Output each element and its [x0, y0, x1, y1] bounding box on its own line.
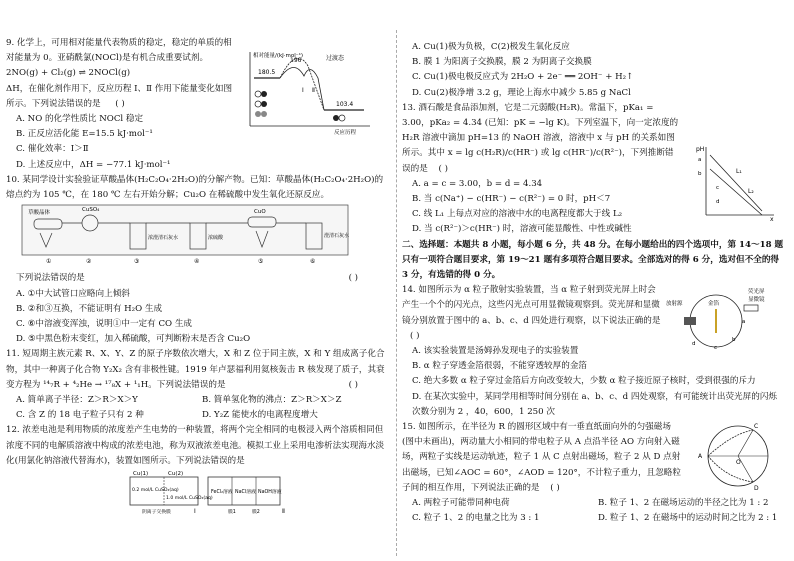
- q12-s1: 0.2 mol/L CuSO₄(aq): [132, 488, 179, 494]
- q14-pt-b: b: [732, 337, 736, 344]
- q9-equation: 2NO(g) + Cl₂(g) ⇌ 2NOCl(g): [6, 68, 131, 79]
- question-9: [6, 36, 388, 173]
- q15-pt-D: D: [754, 485, 759, 493]
- q9-v2: 196: [290, 57, 302, 64]
- q10-stem: 下列说法错误的是 ( ): [16, 273, 358, 284]
- q10-label-1: 草酸晶体: [28, 210, 51, 217]
- q13-pt-b: b: [698, 170, 702, 177]
- q10-option-c: C. ⑥中溶液变浑浊，说明①中一定有 CO 生成: [16, 319, 193, 330]
- question-15: [402, 420, 784, 526]
- q10-text: 10. 某同学设计实验验证草酸晶体(H₂C₂O₄·2H₂O)的分解产物。已知：草酸晶体(H₂C₂O₄·2H₂O)的熔点约为 105 ℃，在 180 ℃ 左右开始分解；Cu₂O 在稀硫酸中发生氧化还原反应。: [6, 174, 384, 201]
- q13-L1-label: L₁: [736, 167, 742, 175]
- q12-s5: NaOH溶液: [258, 490, 282, 496]
- right-column: [402, 40, 784, 527]
- q13-option-d: D. 当 c(R²⁻)＞c(HR⁻) 时，溶液可能显酸性、中性或碱性: [412, 224, 632, 235]
- q14-foil: 金箔: [708, 301, 720, 308]
- q15-option-b: B. 粒子 1、2 在磁场运动的半径之比为 1 : 2: [598, 498, 769, 509]
- q9-xlabel: 反应历程: [334, 130, 357, 136]
- q9-molecule-icon: [255, 91, 261, 97]
- q14-microscope-icon: [744, 305, 758, 311]
- q10-apparatus-diagram: [20, 203, 350, 265]
- q9-r2: Ⅱ: [312, 87, 315, 94]
- q10-option-a: A. ①中大试管口应略向上倾斜: [16, 288, 130, 299]
- q10-num-5: ⑤: [258, 258, 264, 266]
- q9-molecule-icon: [261, 111, 267, 117]
- q13-option-a: A. a = c = 3.00，b = d = 4.34: [412, 178, 543, 189]
- q9-option-b: B. 正反应活化能 E=15.5 kJ·mol⁻¹: [16, 129, 153, 140]
- q9-ts: 过渡态: [326, 55, 345, 62]
- q10-option-b: B. ②和③互换，不能证明有 H₂O 生成: [16, 303, 163, 314]
- q13-L2-label: L₂: [748, 187, 754, 195]
- q12-s3: FeCl₂溶液: [211, 490, 233, 496]
- q13-line-L2: [710, 169, 762, 215]
- q9-molecule-icon: [261, 101, 267, 107]
- q15-options-row-1: [412, 496, 784, 511]
- q15-option-c: C. 粒子 1、2 的电量之比为 3 : 1: [412, 513, 540, 524]
- q12-text: 12. 浓差电池是利用物质的浓度差产生电势的一种装置，将两个完全相同的电极浸入两个溶质相同但浓度不同的电解质溶液中构成的浓差电池，称为双液浓差电池。模拟工业上采用电渗析法实现海水淡化(用氯化钠溶液代替海水)，装置如图所示。下列说法错误的是: [6, 425, 385, 466]
- q14-src: 放射源: [666, 301, 683, 308]
- q14-text: 14. 如图所示为 α 粒子散射实验装置，当 α 粒子射到荧光屏上时会产生一个个的闪光点，这些闪光点可用显微镜观察到。荧光屏和显微镜分别放置于图中的 a、b、c、d 四处进行观察，以下说法正确的是 ( ): [402, 285, 661, 341]
- q15-track-2: [708, 456, 753, 482]
- q15-pt-A: A: [698, 453, 703, 461]
- q9-molecule-icon: [261, 91, 267, 97]
- q14-scattering-diagram: [664, 283, 780, 353]
- q9-r1: Ⅰ: [302, 87, 304, 94]
- question-12: [6, 423, 388, 521]
- q9-molecule-icon: [333, 115, 339, 121]
- q13-pt-a: a: [698, 156, 702, 163]
- q14-pt-c: c: [714, 345, 718, 352]
- q10-label-4: 浓硫酸: [208, 235, 224, 242]
- q15-track-1: [708, 430, 753, 456]
- q12-s2: 1.0 mol/L CuSO₄(aq): [166, 496, 213, 502]
- q13-option-c: C. 线 L₁ 上每点对应的溶液中水的电离程度都大于线 L₂: [412, 209, 623, 220]
- q10-option-d: D. ⑤中黑色粉末变红，加入稀硫酸，可判断粉末是否含 Cu₂O: [16, 334, 251, 345]
- q11-options-row-2: [16, 408, 388, 423]
- q14-option-a: A. 该实验装置是汤姆孙发现电子的实验装置: [412, 346, 579, 357]
- q11-text: 11. 短周期主族元素 R、X、Y、Z 的原子序数依次增大，X 和 Z 位于同主族，X 和 Y 组成离子化合物，其中一种离子化合物 Y₂X₂ 含有非极性键。1919 年卢瑟福利用氦核轰击 R 核发现了质子，其衰变方程为 ¹⁴₇R + ⁴₂He → ¹⁷₈X + ¹₁H。下列说法错误的是 ( ): [6, 349, 385, 390]
- q9-text1: 9. 化学上，可用相对能量代表物质的稳定，稳定的单质的相对能量为 0。亚硝酰氯(NOCl)是有机合成重要试剂。: [6, 38, 232, 64]
- q11-option-c: C. 含 Z 的 18 电子粒子只有 2 种: [16, 410, 144, 421]
- q14-pt-a: a: [742, 319, 746, 326]
- q10-num-1: ①: [46, 258, 52, 266]
- q12-l1: Ⅰ: [194, 508, 196, 516]
- q13-ylabel: pH: [696, 145, 705, 153]
- q9-path-2: [280, 58, 324, 110]
- q12-option-c: C. Cu(1)极电极反应式为 2H₂O + 2e⁻ ══ 2OH⁻ + H₂↑: [412, 72, 634, 83]
- q15-pt-C: C: [754, 423, 759, 431]
- q11-options-row-1: [16, 393, 388, 408]
- q15-text: 15. 如图所示，在半径为 R 的圆形区域中有一垂直纸面向外的匀强磁场(图中未画出)，两动量大小相同的带电粒子从 A 点沿半径 AO 方向射入磁场，两粒子实线是运动轨迹，粒子 1 从 C 点射出磁场，粒子 2 从 D 点射出磁场，已知∠AOC = 60°，∠AOD = 120°，不计粒子重力，且忽略粒子间的相互作用，下列说法正确的是 ( ): [402, 422, 681, 493]
- q12-c2: Cu(2): [168, 471, 184, 478]
- q12-option-a: A. Cu(1)极为负极，C(2)极发生氧化反应: [412, 42, 570, 52]
- q11-option-b: B. 简单氢化物的沸点：Z＞R＞X＞Z: [202, 395, 342, 406]
- q12-m1: 膜1: [228, 510, 236, 516]
- q14-pt-d: d: [692, 341, 696, 348]
- q13-xlabel: x: [770, 215, 774, 223]
- q15-options-row-2: [412, 511, 784, 526]
- q14-option-c: C. 绝大多数 α 粒子穿过金箔后方向改变较大，少数 α 粒子接近原子核时，受到很强的斥力: [412, 376, 756, 387]
- q13-ph-graph: [692, 141, 778, 221]
- q10-label-5: CuO: [254, 209, 266, 216]
- q15-field-diagram: [692, 420, 782, 492]
- q9-option-c: C. 催化效率：Ⅰ＞Ⅱ: [16, 144, 89, 155]
- q13-option-b: B. 当 c(Na⁺) − c(HR⁻) − c(R²⁻) = 0 时，pH＜7: [412, 194, 611, 205]
- q15-pt-O: O: [736, 459, 741, 467]
- q12-mem: 阴离子交换膜: [142, 510, 171, 516]
- q10-label-2: CuSO₄: [82, 207, 100, 214]
- q10-diagram-frame: [22, 205, 348, 255]
- q14-screen: 荧光屏: [748, 289, 765, 296]
- q14-option-d: D. 在某次实验中，某同学用相等时间分别在 a、b、c、d 四处观察，有可能统计出荧光屏的闪烁次数分别为 2 ，40，600，1 250 次: [412, 391, 778, 417]
- q9-ylabel: 相对能量/(kJ·mol⁻¹): [253, 53, 304, 59]
- q11-option-d: D. Y₂Z 能使水的电离程度增大: [202, 410, 318, 421]
- q12-c1: Cu(1): [133, 471, 149, 478]
- q14-scope: 显微镜: [748, 297, 765, 304]
- q12-cell-diagram: [128, 469, 328, 515]
- q15-option-a: A. 两粒子可能带同种电荷: [412, 498, 510, 509]
- q10-num-6: ⑥: [310, 258, 316, 266]
- column-divider: [396, 30, 397, 556]
- question-13: [402, 101, 784, 238]
- q9-molecule-icon: [339, 115, 345, 121]
- q12-l2: Ⅱ: [282, 508, 285, 516]
- q12-m2: 膜2: [252, 510, 260, 516]
- q13-pt-c: c: [716, 184, 720, 191]
- q10-num-4: ④: [194, 258, 200, 266]
- q12-option-b: B. 膜 1 为阳离子交换膜，膜 2 为阴离子交换膜: [412, 57, 592, 68]
- q11-option-a: A. 简单离子半径：Z＞R＞X＞Y: [16, 395, 138, 406]
- q9-energy-diagram: [244, 48, 374, 136]
- question-14: [402, 283, 784, 420]
- q15-option-d: D. 粒子 1、2 在磁场中的运动时间之比为 2 : 1: [598, 513, 778, 524]
- q13-text: 13. 酒石酸是食品添加剂，它是二元弱酸(H₂R)。常温下，pKa₁ = 3.00，pKa₂ = 4.34 (已知：pK = −lg K)。下列室温下，向一定浓度的 H₂R 溶液中滴加 pH=13 的 NaOH 溶液，溶液中 x 与 pH 的关系如图所示。其中 x = lg c(H₂R)/c(HR⁻) 或 lg c(HR⁻)/c(R²⁻)，下列推断错误的是 ( ): [402, 102, 679, 174]
- q10-num-2: ②: [86, 258, 92, 266]
- part-2-instructions: 二、选择题：本题共 8 小题，每小题 6 分，共 48 分。在每小题给出的四个选项中，第 14～18 题只有一项符合题目要求，第 19～21 题有多项符合题目要求。全部选对的得 6 分，选对但不全的得 3 分，有选错的得 0 分。: [402, 239, 784, 281]
- q9-option-d: D. 上述反应中，ΔH = −77.1 kJ·mol⁻¹: [16, 159, 171, 170]
- question-10: [6, 173, 388, 348]
- q9-option-a: A. NO 的化学性质比 NOCl 稳定: [16, 114, 144, 125]
- q9-molecule-icon: [255, 101, 261, 107]
- q9-v1: 180.5: [258, 69, 276, 76]
- q10-label-3: 浓澄清石灰水: [148, 235, 179, 242]
- q9-v3: 103.4: [336, 101, 354, 108]
- q9-text2: ΔH，在催化剂作用下，反应历程 Ⅰ、Ⅱ 作用下能量变化如图所示。下列说法错误的是 ( ): [6, 83, 233, 109]
- q13-pt-d: d: [716, 198, 720, 205]
- q10-num-3: ③: [134, 258, 140, 266]
- question-11: [6, 347, 388, 423]
- q14-option-b: B. α 粒子穿透金箔很弱，不能穿透较厚的金箔: [412, 361, 588, 372]
- q12-option-d: D. Cu(2)极净增 3.2 g，理论上海水中减少 5.85 g NaCl: [412, 87, 631, 98]
- q14-source-icon: [684, 317, 696, 325]
- q12-s4: NaCl溶液: [235, 490, 256, 496]
- left-column: [6, 36, 388, 521]
- q10-label-6: 澄清石灰水: [324, 233, 350, 240]
- q9-molecule-icon: [255, 111, 261, 117]
